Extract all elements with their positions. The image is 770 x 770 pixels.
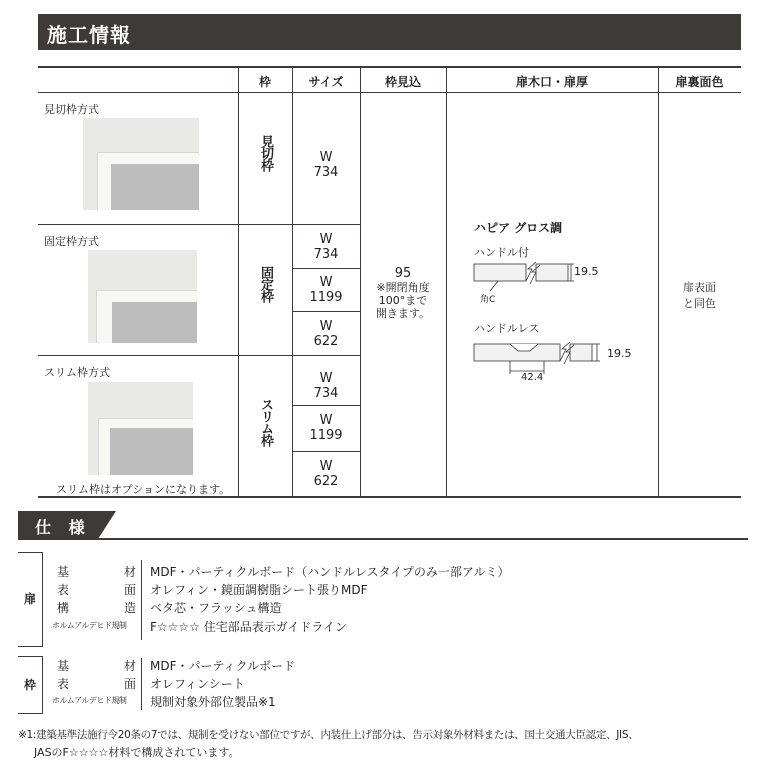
handle-label: ハンドル付 (474, 246, 529, 259)
handleless-width: 42.4 (521, 372, 544, 383)
edge-title: ハピア グロス調 (474, 221, 563, 235)
spec-value: オレフィン・鏡面調樹脂シート張りMDF (150, 583, 368, 597)
handle-thickness: 19.5 (574, 265, 599, 278)
spec-value: オレフィンシート (150, 677, 245, 691)
col-divider (238, 68, 239, 496)
header-frame: 枠 (258, 75, 271, 89)
door-spec-label: 扉 (24, 592, 37, 606)
spec-rule (18, 538, 748, 540)
header-size: サイズ (308, 75, 344, 89)
header-back-color: 扉裏面色 (675, 75, 724, 89)
spec-value: 規制対象外部位製品※1 (150, 695, 276, 709)
size-cell: W 622 (313, 459, 339, 489)
section-header (38, 14, 741, 50)
spec-value: F☆☆☆☆ 住宅部品表示ガイドライン (150, 620, 348, 634)
frame-type: 固定枠 (258, 266, 273, 302)
table-top-rule (38, 66, 741, 68)
spec-value: MDF・パーティクルボード (150, 659, 296, 673)
row-caption: 見切枠方式 (44, 103, 99, 116)
spec-divider (141, 560, 142, 640)
frame-photo (88, 250, 197, 343)
frame-photo (88, 382, 193, 475)
handleless-label: ハンドルレス (474, 322, 540, 335)
corner-label: 角C (480, 295, 496, 305)
handleless-thickness: 19.5 (607, 347, 632, 360)
spec-header (18, 511, 98, 539)
row-divider (292, 405, 360, 406)
depth-value: 95 (394, 266, 412, 281)
row-caption: スリム枠方式 (44, 366, 110, 379)
size-cell: W 1199 (309, 275, 343, 305)
section-title: 施工情報 (47, 23, 131, 47)
col-divider (446, 68, 447, 496)
back-color-cell: 扉表面 と同色 (683, 281, 716, 310)
spec-header-tab (98, 511, 116, 539)
spec-value: MDF・パーティクルボード（ハンドルレスタイプのみ一部アルミ） (150, 565, 510, 579)
row-divider (292, 268, 360, 269)
row-caption: 固定枠方式 (44, 235, 99, 248)
size-cell: W 734 (313, 232, 339, 262)
spec-title: 仕 様 (35, 518, 91, 537)
frame-photo (83, 118, 199, 210)
size-cell: W 1199 (309, 413, 343, 443)
footnote: ※1:建築基準法施行令20条の7では、規制を受けない部位ですが、内装仕上げ部分は、告示対象外材料または、国土交通大臣認定、JIS、 JASのF☆☆☆☆材料で構成されています。 (18, 729, 639, 759)
row-divider (292, 311, 360, 312)
depth-note: ※開閉角度 100°まで 開きます。 (375, 281, 431, 320)
spec-value: ベタ芯・フラッシュ構造 (150, 601, 282, 615)
frame-type: 見切枠 (258, 135, 273, 171)
size-cell: W 734 (313, 371, 339, 401)
row-divider (38, 355, 360, 356)
frame-spec-label: 枠 (24, 678, 37, 692)
size-cell: W 734 (313, 150, 339, 180)
table-header-rule (38, 92, 741, 93)
frame-type: スリム枠 (258, 398, 273, 446)
header-edge: 扉木口・扉厚 (515, 75, 588, 89)
row-divider (38, 224, 360, 225)
size-cell: W 622 (313, 319, 339, 349)
row-divider (292, 451, 360, 452)
depth-cell (360, 266, 446, 320)
spec-divider (141, 658, 142, 710)
row-note: スリム枠はオプションになります。 (56, 483, 231, 496)
header-depth: 枠見込 (384, 75, 421, 89)
